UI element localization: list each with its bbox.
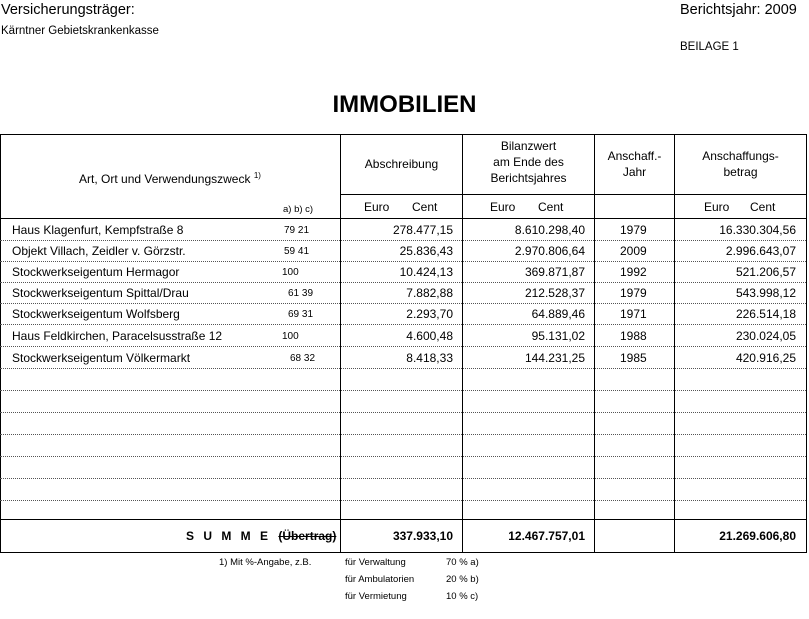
row-abc: 68 32 bbox=[290, 353, 316, 364]
row-bilanzwert: 212.528,37 bbox=[524, 286, 585, 300]
footnote-item-value: 20 % b) bbox=[446, 574, 479, 585]
page-title: IMMOBILIEN bbox=[332, 91, 477, 118]
header-art bbox=[0, 168, 340, 187]
summe-label bbox=[186, 529, 336, 543]
attachment-label: BEILAGE 1 bbox=[680, 41, 739, 53]
header-cent: Cent bbox=[750, 200, 776, 214]
report-year: Berichtsjahr: 2009 bbox=[680, 2, 797, 18]
row-betrag: 226.514,18 bbox=[735, 307, 796, 321]
row-separator bbox=[0, 324, 806, 325]
row-separator bbox=[0, 500, 806, 501]
row-abschreibung: 7.882,88 bbox=[406, 286, 453, 300]
row-bilanzwert: 64.889,46 bbox=[531, 307, 585, 321]
header-euro: Euro bbox=[704, 200, 730, 214]
row-separator bbox=[0, 282, 806, 283]
row-betrag: 230.024,05 bbox=[735, 329, 796, 343]
row-separator bbox=[0, 346, 806, 347]
col-divider bbox=[340, 134, 341, 552]
row-betrag: 521.206,57 bbox=[735, 265, 796, 279]
row-jahr: 1979 bbox=[620, 286, 647, 300]
header-cent: Cent bbox=[538, 200, 564, 214]
footnote-item-value: 70 % a) bbox=[446, 557, 479, 568]
row-abc: 69 31 bbox=[288, 309, 314, 320]
header-art-label: Art, Ort und Verwendungszweck bbox=[79, 172, 251, 186]
footnote-item-label: für Verwaltung bbox=[345, 557, 406, 568]
header-euro: Euro bbox=[364, 200, 390, 214]
footnote-intro: 1) Mit %-Angabe, z.B. bbox=[219, 557, 312, 568]
row-separator bbox=[0, 390, 806, 391]
col-divider bbox=[462, 134, 463, 552]
col-divider bbox=[674, 134, 675, 552]
row-bilanzwert: 2.970.806,64 bbox=[514, 244, 585, 258]
row-abc: 100 bbox=[282, 267, 299, 278]
header-bilanzwert: Bilanzwert am Ende des Berichtsjahres bbox=[490, 139, 567, 185]
row-bilanzwert: 144.231,25 bbox=[524, 351, 585, 365]
header-bottom bbox=[0, 218, 806, 219]
summe-line bbox=[0, 519, 806, 520]
row-separator bbox=[0, 456, 806, 457]
row-separator bbox=[0, 261, 806, 262]
row-name: Objekt Villach, Zeidler v. Görzstr. bbox=[12, 244, 186, 258]
row-betrag: 16.330.304,56 bbox=[719, 223, 796, 237]
row-abschreibung: 4.600,48 bbox=[406, 329, 453, 343]
row-abschreibung: 25.836,43 bbox=[399, 244, 453, 258]
row-betrag: 420.916,25 bbox=[735, 351, 796, 365]
summe-abschreibung: 337.933,10 bbox=[392, 529, 453, 543]
immobilien-table bbox=[0, 134, 806, 552]
header-euro: Euro bbox=[490, 200, 516, 214]
row-name: Haus Klagenfurt, Kempfstraße 8 bbox=[12, 223, 184, 237]
header-subline bbox=[340, 194, 806, 195]
row-jahr: 1985 bbox=[620, 351, 647, 365]
table-border bbox=[0, 134, 807, 553]
summe-uebertrag: (Übertrag) bbox=[278, 529, 337, 543]
row-abc: 79 21 bbox=[284, 225, 310, 236]
row-bilanzwert: 369.871,87 bbox=[524, 265, 585, 279]
row-jahr: 2009 bbox=[620, 244, 647, 258]
header-anschaff-jahr: Anschaff.- Jahr bbox=[607, 149, 662, 179]
header-art-sub: a) b) c) bbox=[283, 204, 314, 215]
carrier-name: Kärntner Gebietskrankenkasse bbox=[1, 25, 159, 37]
row-name: Stockwerkseigentum Hermagor bbox=[12, 265, 180, 279]
row-abschreibung: 10.424,13 bbox=[399, 265, 453, 279]
row-separator bbox=[0, 478, 806, 479]
row-separator bbox=[0, 303, 806, 304]
row-separator bbox=[0, 434, 806, 435]
row-jahr: 1979 bbox=[620, 223, 647, 237]
summe-bilanzwert: 12.467.757,01 bbox=[508, 529, 585, 543]
row-jahr: 1992 bbox=[620, 265, 647, 279]
row-abc: 100 bbox=[282, 331, 299, 342]
row-betrag: 2.996.643,07 bbox=[725, 244, 796, 258]
row-jahr: 1988 bbox=[620, 329, 647, 343]
row-abc: 61 39 bbox=[288, 288, 314, 299]
row-abschreibung: 2.293,70 bbox=[406, 307, 453, 321]
row-name: Stockwerkseigentum Wolfsberg bbox=[12, 307, 180, 321]
row-jahr: 1971 bbox=[620, 307, 647, 321]
row-name: Haus Feldkirchen, Paracelsusstraße 12 bbox=[12, 329, 223, 343]
footnote-item-label: für Vermietung bbox=[345, 591, 407, 602]
summe-betrag: 21.269.606,80 bbox=[719, 529, 796, 543]
row-name: Stockwerkseigentum Spittal/Drau bbox=[12, 286, 189, 300]
row-betrag: 543.998,12 bbox=[735, 286, 796, 300]
row-name: Stockwerkseigentum Völkermarkt bbox=[12, 351, 191, 365]
row-separator bbox=[0, 412, 806, 413]
header-anschaffungsbetrag: Anschaffungs- betrag bbox=[702, 149, 779, 179]
row-bilanzwert: 8.610.298,40 bbox=[514, 223, 585, 237]
row-bilanzwert: 95.131,02 bbox=[531, 329, 585, 343]
row-separator bbox=[0, 368, 806, 369]
header-art-note: 1) bbox=[253, 171, 261, 180]
footnote-item-label: für Ambulatorien bbox=[345, 574, 415, 585]
row-abc: 59 41 bbox=[284, 246, 310, 257]
summe-text: S U M M E bbox=[186, 529, 272, 543]
col-divider bbox=[594, 134, 595, 552]
row-separator bbox=[0, 240, 806, 241]
row-abschreibung: 8.418,33 bbox=[406, 351, 453, 365]
row-abschreibung: 278.477,15 bbox=[392, 223, 453, 237]
footnote-item-value: 10 % c) bbox=[446, 591, 479, 602]
header-cent: Cent bbox=[412, 200, 438, 214]
header-abschreibung: Abschreibung bbox=[364, 157, 439, 171]
carrier-label: Versicherungsträger: bbox=[1, 2, 135, 18]
